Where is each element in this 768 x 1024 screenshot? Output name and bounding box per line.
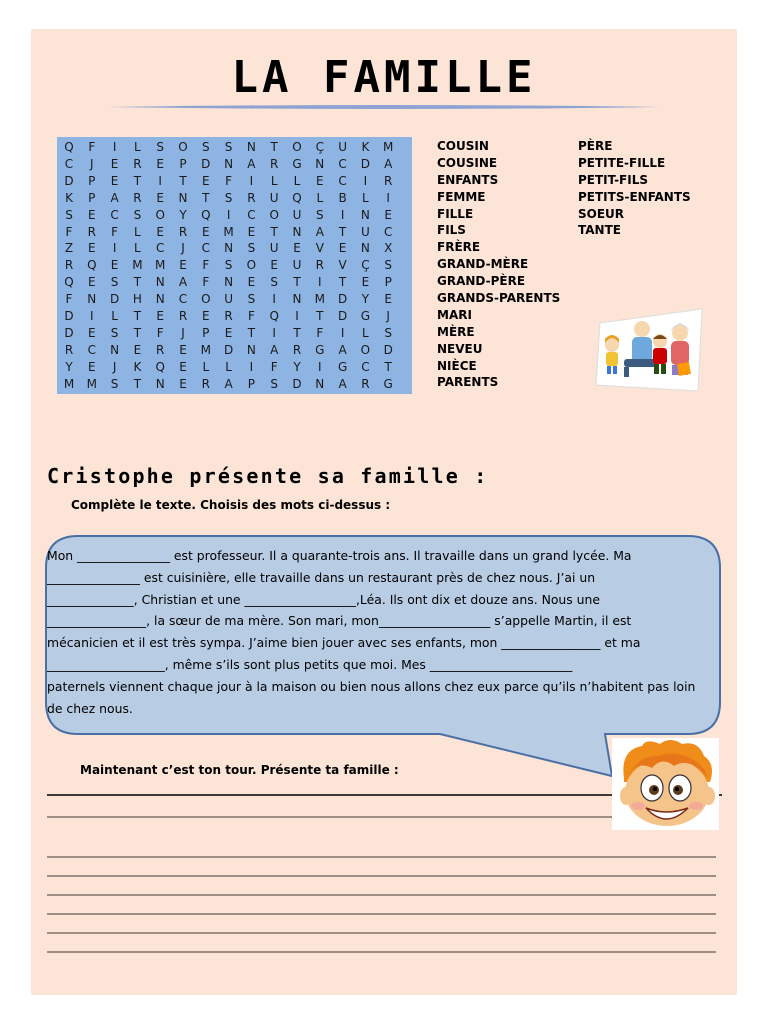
grid-letter[interactable]: E [384,207,392,222]
grid-letter[interactable]: F [202,258,210,273]
passage-line: ___________________, même s’ils sont plus petits que moi. Mes _______________________ [47,656,573,672]
grid-letter[interactable]: U [292,258,302,273]
grid-letter[interactable]: R [133,156,142,171]
grid-letter[interactable]: O [201,292,211,307]
grid-letter[interactable]: C [110,207,119,222]
word-list-item: NIÈCE [437,358,477,373]
grid-letter[interactable]: S [156,140,164,154]
grid-letter[interactable]: S [315,207,324,222]
grid-letter[interactable]: N [315,376,325,391]
grid-letter[interactable]: F [202,275,210,290]
grid-letter[interactable]: I [363,173,368,188]
grid-letter[interactable]: E [156,224,164,239]
grid-letter[interactable]: O [360,342,371,357]
grid-letter[interactable]: N [224,275,234,290]
grid-letter[interactable]: O [269,207,279,222]
grid-letter[interactable]: C [201,241,210,256]
grid-letter[interactable]: N [155,376,165,391]
grid-letter[interactable]: E [247,275,256,290]
grid-letter[interactable]: K [361,140,370,154]
word-list-item: PETIT-FILS [578,172,648,187]
grid-letter[interactable]: R [178,309,188,323]
grid-letter[interactable]: E [224,325,233,340]
grid-letter[interactable]: D [383,342,393,357]
grid-letter[interactable]: F [65,224,73,239]
grid-letter[interactable]: I [90,309,94,323]
passage-line: mécanicien et il est très sympa. J’aime bien jouer avec ses enfants, mon ________________ et ma [47,635,641,651]
grid-letter[interactable]: V [315,241,324,256]
grid-letter[interactable]: N [224,241,234,256]
grid-letter[interactable]: R [64,342,74,357]
grid-letter[interactable]: T [270,224,278,239]
grid-letter[interactable]: T [338,224,347,239]
grid-letter[interactable]: E [179,376,187,391]
grid-letter[interactable]: Q [155,359,165,374]
passage-line: de chez nous. [47,700,133,716]
grid-letter[interactable]: D [201,156,211,171]
grid-letter[interactable]: A [247,156,256,171]
grid-letter[interactable]: R [247,190,256,205]
grid-letter[interactable]: S [384,325,392,340]
page-title: LA FAMILLE [231,52,537,103]
grid-letter[interactable]: U [360,224,370,239]
grid-letter[interactable]: E [202,309,210,323]
grid-letter[interactable]: O [292,140,302,154]
grid-letter[interactable]: E [202,173,210,188]
grid-letter[interactable]: I [158,173,162,188]
grid-letter[interactable]: I [318,275,322,290]
word-list-item: ENFANTS [437,172,499,187]
grid-letter[interactable]: L [270,173,278,188]
grid-letter[interactable]: P [202,325,210,340]
grid-letter[interactable]: O [246,258,257,273]
grid-letter[interactable]: R [87,224,96,239]
grid-letter[interactable]: L [362,325,369,340]
grid-letter[interactable]: F [111,224,119,239]
grid-letter[interactable]: S [110,325,119,340]
grid-letter[interactable]: O [155,207,165,222]
grid-letter[interactable]: M [223,224,234,239]
grid-letter[interactable]: I [112,241,117,256]
grid-letter[interactable]: N [292,292,302,307]
word-list-item: PÈRE [578,139,613,153]
writing-prompt: Maintenant c’est ton tour. Présente ta famille : [80,763,399,777]
grid-letter[interactable]: T [133,376,142,391]
grid-letter[interactable]: D [292,376,302,391]
grid-letter[interactable]: E [110,258,119,273]
grid-letter[interactable]: R [270,156,279,171]
grid-letter[interactable]: E [338,241,347,256]
grid-letter[interactable]: N [360,241,370,256]
grid-letter[interactable]: J [112,359,117,374]
word-list-item: COUSINE [437,155,498,170]
grid-letter[interactable]: C [383,224,393,239]
grid-letter[interactable]: P [247,376,256,391]
grid-letter[interactable]: Y [179,207,187,222]
grid-letter[interactable]: H [132,292,142,307]
grid-letter[interactable]: T [179,173,187,188]
passage-line: Mon _______________ est professeur. Il a quarante-trois ans. Il travaille dans un grand lycée. Ma [47,548,632,563]
grid-letter[interactable]: E [361,275,370,290]
grid-letter[interactable]: T [293,325,301,340]
grid-letter[interactable]: S [110,376,119,391]
grid-letter[interactable]: E [110,173,119,188]
grid-letter[interactable]: D [64,309,74,323]
grid-letter[interactable]: R [64,258,74,273]
grid-letter[interactable]: L [134,224,141,239]
grid-letter[interactable]: U [269,241,279,256]
grid-letter[interactable]: E [110,156,119,171]
grid-letter[interactable]: C [155,241,165,256]
grid-letter[interactable]: Ç [361,258,370,273]
grid-letter[interactable]: Y [361,292,370,307]
grid-letter[interactable]: E [384,292,392,307]
grid-letter[interactable]: J [181,325,185,340]
grid-letter[interactable]: F [316,325,324,340]
grid-letter[interactable]: S [65,207,73,222]
word-list-item: FRÈRE [437,240,481,255]
word-list-item: PETITE-FILLE [578,155,666,170]
grid-letter[interactable]: G [337,359,348,374]
grid-letter[interactable]: E [88,275,96,290]
grid-letter[interactable]: D [360,156,371,171]
grid-letter[interactable]: R [315,258,324,273]
grid-letter[interactable]: M [132,258,143,273]
grid-letter[interactable]: Y [65,359,73,374]
grid-letter[interactable]: I [295,309,299,323]
grid-letter[interactable]: K [133,359,142,374]
grid-letter[interactable]: Q [64,140,74,154]
word-list-item: FILS [437,223,466,238]
grid-letter[interactable]: F [88,140,96,154]
grid-letter[interactable]: T [270,140,278,154]
grid-letter[interactable]: Z [64,241,74,256]
grid-letter[interactable]: C [361,359,370,374]
grid-letter[interactable]: A [338,342,347,357]
grid-letter[interactable]: K [65,190,73,205]
grid-letter[interactable]: R [292,342,302,357]
grid-letter[interactable]: R [361,376,370,391]
grid-letter[interactable]: C [87,342,96,357]
grid-letter[interactable]: R [384,173,393,188]
grid-letter[interactable]: T [293,275,301,290]
grid-letter[interactable]: U [269,190,279,205]
grid-letter[interactable]: V [338,258,347,273]
grid-letter[interactable]: T [202,190,210,205]
grid-letter[interactable]: J [386,309,390,323]
grid-letter[interactable]: S [224,140,233,154]
passage-line: ______________, Christian et une __________________,Léa. Ils ont dix et douze ans. Nous une [47,591,601,607]
grid-letter[interactable]: E [156,190,164,205]
grid-letter[interactable]: S [270,376,278,391]
grid-letter[interactable]: Q [64,275,74,290]
grid-letter[interactable]: B [338,190,347,205]
grid-letter[interactable]: A [224,376,233,391]
grid-letter[interactable]: R [224,309,233,323]
grid-letter[interactable]: I [340,325,345,340]
passage-line: _______________ est cuisinière, elle travaille dans un restaurant près de chez nous. J’ai un [47,569,596,585]
grid-letter[interactable]: S [247,292,256,307]
grid-letter[interactable]: M [200,342,211,357]
grid-letter[interactable]: D [223,342,234,357]
grid-letter[interactable]: E [179,359,187,374]
grid-letter[interactable]: S [201,140,210,154]
grid-letter[interactable]: T [316,309,324,323]
grid-letter[interactable]: T [133,309,142,323]
grid-letter[interactable]: Q [269,309,279,323]
grid-letter[interactable]: E [88,241,96,256]
grid-letter[interactable]: A [315,224,324,239]
grid-letter[interactable]: C [338,173,347,188]
grid-letter[interactable]: P [88,173,96,188]
grid-letter[interactable]: T [338,275,347,290]
grid-letter[interactable]: E [247,224,256,239]
grid-letter[interactable]: I [386,190,390,205]
grid-letter[interactable]: A [338,376,347,391]
grid-letter[interactable]: I [272,325,276,340]
grid-letter[interactable]: E [270,258,278,273]
grid-letter[interactable]: E [179,342,187,357]
grid-letter[interactable]: P [384,275,392,290]
passage-line: ________________, la sœur de ma mère. Son mari, mon__________________ s’appelle Martin, il est [47,613,632,629]
grid-letter[interactable]: X [384,241,393,256]
word-list-item: TANTE [578,223,621,238]
exercise-instruction: Complète le texte. Choisis des mots ci-dessus : [71,498,391,512]
grid-letter[interactable]: F [247,309,255,323]
grid-letter[interactable]: P [179,156,187,171]
grid-letter[interactable]: M [63,376,75,391]
grid-letter[interactable]: G [383,376,393,391]
grid-letter[interactable]: T [133,275,142,290]
grid-letter[interactable]: L [134,241,141,256]
grid-letter[interactable]: L [225,359,232,374]
grid-letter[interactable]: L [134,140,141,154]
grid-letter[interactable]: I [226,207,231,222]
grid-letter[interactable]: M [383,140,394,154]
grid-letter[interactable]: N [292,224,302,239]
grid-letter[interactable]: T [133,325,142,340]
grid-letter[interactable]: F [270,359,278,374]
grid-letter[interactable]: I [249,173,254,188]
grid-letter[interactable]: L [362,190,369,205]
grid-letter[interactable]: M [86,376,97,391]
grid-letter[interactable]: E [156,156,164,171]
grid-letter[interactable]: C [178,292,188,307]
word-list-item: GRAND-PÈRE [437,274,526,289]
grid-letter[interactable]: D [109,292,120,307]
grid-letter[interactable]: M [155,258,166,273]
grid-letter[interactable]: R [178,224,188,239]
grid-letter[interactable]: S [384,258,392,273]
word-list-item: MÈRE [437,324,475,339]
grid-letter[interactable]: G [292,156,302,171]
grid-letter[interactable]: R [156,342,165,357]
grid-letter[interactable]: E [202,224,210,239]
grid-letter[interactable]: T [247,325,256,340]
passage-line: paternels viennent chaque jour à la maison ou bien nous allons chez eux parce qu’ils n’habitent pas loin [47,678,696,694]
grid-letter[interactable]: E [156,309,164,323]
grid-letter[interactable]: D [337,309,348,323]
grid-letter[interactable]: S [247,241,256,256]
grid-letter[interactable]: C [64,156,74,171]
grid-letter[interactable]: L [316,190,324,205]
grid-letter[interactable]: I [112,140,117,154]
word-list-item: PARENTS [437,375,499,390]
grid-letter[interactable]: N [360,207,370,222]
grid-letter[interactable]: R [133,190,142,205]
grid-letter[interactable]: C [338,156,347,171]
grid-letter[interactable]: J [181,241,185,256]
section-title: Cristophe présente sa famille : [47,464,489,488]
grid-letter[interactable]: N [155,292,165,307]
grid-letter[interactable]: S [224,258,233,273]
grid-letter[interactable]: N [155,275,165,290]
grid-letter[interactable]: R [201,376,210,391]
grid-letter[interactable]: E [293,241,301,256]
grid-letter[interactable]: E [133,342,142,357]
grid-letter[interactable]: M [314,292,325,307]
word-list-item: PETITS-ENFANTS [578,189,691,204]
grid-letter[interactable]: F [65,292,73,307]
grid-letter[interactable]: S [270,275,278,290]
grid-letter[interactable]: N [246,342,256,357]
grid-letter[interactable]: S [224,190,233,205]
grid-letter[interactable]: E [316,173,324,188]
grid-letter[interactable]: I [249,359,254,374]
grid-letter[interactable]: T [384,359,392,374]
grid-letter[interactable]: E [88,207,96,222]
grid-letter[interactable]: T [133,173,142,188]
grid-letter[interactable]: Q [292,190,302,205]
grid-letter[interactable]: G [360,309,371,323]
grid-letter[interactable]: O [178,140,188,154]
grid-letter[interactable]: N [315,156,325,171]
grid-letter[interactable]: S [133,207,142,222]
word-list-item: NEVEU [437,341,483,356]
grid-letter[interactable]: P [88,190,96,205]
word-list-item: GRANDS-PARENTS [437,291,561,306]
word-list-item: FEMME [437,189,486,204]
word-list-item: SOEUR [578,206,625,221]
grid-letter[interactable]: A [270,342,279,357]
grid-letter[interactable]: U [338,140,347,154]
grid-letter[interactable]: E [88,359,96,374]
grid-letter[interactable]: F [156,325,164,340]
grid-letter[interactable]: E [179,258,187,273]
grid-letter[interactable]: S [110,275,119,290]
grid-letter[interactable]: A [110,190,119,205]
boy-face-icon [612,738,719,830]
grid-letter[interactable]: G [315,342,325,357]
grid-letter[interactable]: L [293,173,301,188]
grid-letter[interactable]: L [202,359,210,374]
grid-letter[interactable]: A [178,275,188,290]
grid-letter[interactable]: Q [201,207,211,222]
word-list-item: COUSIN [437,139,489,153]
grid-letter[interactable]: D [64,325,74,340]
word-list-item: GRAND-MÈRE [437,257,529,272]
grid-letter[interactable]: A [384,156,393,171]
word-list-item: FILLE [437,206,474,221]
grid-letter[interactable]: F [225,173,233,188]
grid-letter[interactable]: N [246,140,256,154]
grid-letter[interactable]: C [247,207,256,222]
grid-letter[interactable]: U [292,207,302,222]
grid-letter[interactable]: Y [293,359,301,374]
grid-letter[interactable]: E [88,325,96,340]
grid-letter[interactable]: U [224,292,233,307]
grid-letter[interactable]: Ç [315,140,324,154]
grid-letter[interactable]: J [90,156,94,171]
grid-letter[interactable]: N [87,292,97,307]
grid-letter[interactable]: D [337,292,348,307]
grid-letter[interactable]: N [110,342,120,357]
grid-letter[interactable]: N [224,156,234,171]
grid-letter[interactable]: I [272,292,276,307]
grid-letter[interactable]: I [340,207,345,222]
grid-letter[interactable]: N [178,190,188,205]
grid-letter[interactable]: D [64,173,74,188]
grid-letter[interactable]: I [318,359,322,374]
word-list-item: MARI [437,307,472,322]
grid-letter[interactable]: L [111,309,118,323]
grid-letter[interactable]: Q [87,258,97,273]
